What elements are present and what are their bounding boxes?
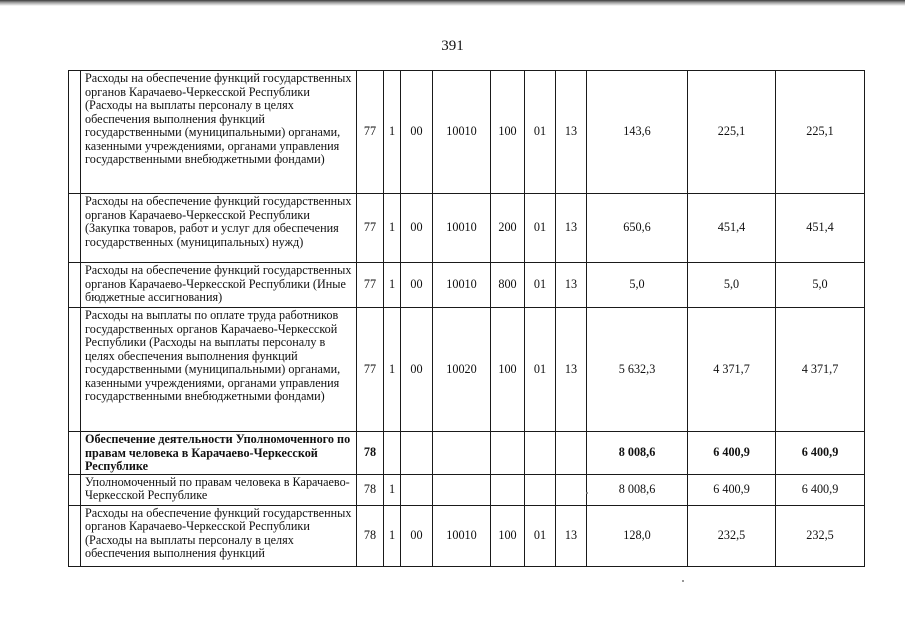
table-row — [69, 505, 865, 566]
table-row — [69, 194, 865, 263]
code-prg-cell: 1 — [384, 474, 401, 505]
sum-2020-cell: 650,6 — [587, 194, 688, 263]
code-pp-cell — [401, 432, 433, 475]
row-name-cell: Обеспечение деятельности Уполномоченного по правам человека в Карачаево-Черкесской Республике — [81, 432, 357, 475]
row-index-cell — [69, 71, 81, 194]
code-ved-cell: 77 — [357, 71, 384, 194]
page-number: 391 — [441, 38, 464, 54]
sum-2021-cell: 232,5 — [688, 505, 776, 566]
code-ved-cell: 77 — [357, 308, 384, 432]
code-pr-cell: 13 — [556, 308, 587, 432]
table-row — [69, 308, 865, 432]
code-prg-cell: 1 — [384, 263, 401, 308]
code-vr-cell — [491, 432, 525, 475]
code-ce-cell: 10020 — [433, 308, 491, 432]
code-prg-cell — [384, 432, 401, 475]
table-row — [69, 263, 865, 308]
code-ce-cell: 10010 — [433, 505, 491, 566]
code-prg-cell: 1 — [384, 308, 401, 432]
code-pp-cell: 00 — [401, 71, 433, 194]
code-pr-cell: 13 — [556, 71, 587, 194]
row-index-cell — [69, 194, 81, 263]
row-name-cell: Расходы на обеспечение функций государственных органов Карачаево-Черкесской Республики (Закупка товаров, работ и услуг для обеспечения государственных (муниципальных) нужд) — [81, 194, 357, 263]
code-rz-cell: 01 — [525, 308, 556, 432]
sum-2021-cell: 6 400,9 — [688, 474, 776, 505]
code-pr-cell — [556, 474, 587, 505]
sum-2021-cell: 225,1 — [688, 71, 776, 194]
row-index-cell — [69, 308, 81, 432]
row-name-cell: Уполномоченный по правам человека в Карачаево-Черкесской Республике — [81, 474, 357, 505]
row-name-cell: Расходы на обеспечение функций государственных органов Карачаево-Черкесской Республики (Расходы на выплаты персоналу в целях обеспечения выполнения функций — [81, 505, 357, 566]
code-vr-cell — [491, 474, 525, 505]
row-index-cell — [69, 474, 81, 505]
sum-2020-cell: 8 008,6 — [587, 474, 688, 505]
table-body — [69, 71, 865, 567]
code-ce-cell — [433, 432, 491, 475]
code-vr-cell: 100 — [491, 505, 525, 566]
scan-edge-shadow — [0, 0, 905, 6]
row-index-cell — [69, 505, 81, 566]
code-ce-cell: 10010 — [433, 263, 491, 308]
code-rz-cell — [525, 474, 556, 505]
sum-2022-cell: 6 400,9 — [776, 432, 865, 475]
row-name-cell: Расходы на обеспечение функций государственных органов Карачаево-Черкесской Республики (Иные бюджетные ассигнования) — [81, 263, 357, 308]
sum-2022-cell: 225,1 — [776, 71, 865, 194]
sum-2022-cell: 6 400,9 — [776, 474, 865, 505]
row-index-cell — [69, 432, 81, 475]
sum-2022-cell: 4 371,7 — [776, 308, 865, 432]
code-ved-cell: 78 — [357, 432, 384, 475]
table-row — [69, 474, 865, 505]
code-rz-cell: 01 — [525, 505, 556, 566]
code-vr-cell: 800 — [491, 263, 525, 308]
code-ved-cell: 78 — [357, 505, 384, 566]
sum-2021-cell: 4 371,7 — [688, 308, 776, 432]
code-ved-cell: 77 — [357, 194, 384, 263]
code-ce-cell — [433, 474, 491, 505]
code-pr-cell — [556, 432, 587, 475]
code-rz-cell: 01 — [525, 263, 556, 308]
budget-table — [68, 70, 865, 567]
code-rz-cell — [525, 432, 556, 475]
code-vr-cell: 100 — [491, 308, 525, 432]
code-ved-cell: 78 — [357, 474, 384, 505]
sum-2021-cell: 6 400,9 — [688, 432, 776, 475]
scan-speck — [682, 580, 684, 582]
code-pp-cell: 00 — [401, 194, 433, 263]
code-pp-cell: 00 — [401, 505, 433, 566]
table-row — [69, 432, 865, 475]
code-pr-cell: 13 — [556, 505, 587, 566]
row-name-cell: Расходы на обеспечение функций государственных органов Карачаево-Черкесской Республики (Расходы на выплаты персоналу в целях обеспечения выполнения функций государственными (муниципальными) органами, казенными учреждениями, органами управления государственными внебюджетными фондами) — [81, 71, 357, 194]
code-rz-cell: 01 — [525, 194, 556, 263]
row-index-cell — [69, 263, 81, 308]
code-pr-cell: 13 — [556, 194, 587, 263]
sum-2020-cell: 8 008,6 — [587, 432, 688, 475]
row-name-cell: Расходы на выплаты по оплате труда работников государственных органов Карачаево-Черкесской Республики (Расходы на выплаты персоналу в целях обеспечения выполнения функций государственными (муниципальными) органами, казенными учреждениями, органами управления государственными внебюджетными фондами) — [81, 308, 357, 432]
sum-2020-cell: 128,0 — [587, 505, 688, 566]
sum-2021-cell: 451,4 — [688, 194, 776, 263]
sum-2022-cell: 5,0 — [776, 263, 865, 308]
code-ved-cell: 77 — [357, 263, 384, 308]
sum-2020-cell: 5 632,3 — [587, 308, 688, 432]
code-pp-cell: 00 — [401, 263, 433, 308]
code-pp-cell — [401, 474, 433, 505]
sum-2021-cell: 5,0 — [688, 263, 776, 308]
sum-2022-cell: 232,5 — [776, 505, 865, 566]
code-prg-cell: 1 — [384, 505, 401, 566]
code-prg-cell: 1 — [384, 194, 401, 263]
code-pp-cell: 00 — [401, 308, 433, 432]
code-vr-cell: 200 — [491, 194, 525, 263]
code-prg-cell: 1 — [384, 71, 401, 194]
sum-2020-cell: 143,6 — [587, 71, 688, 194]
code-vr-cell: 100 — [491, 71, 525, 194]
sum-2020-cell: 5,0 — [587, 263, 688, 308]
code-rz-cell: 01 — [525, 71, 556, 194]
scan-speck — [586, 492, 588, 494]
code-ce-cell: 10010 — [433, 194, 491, 263]
code-ce-cell: 10010 — [433, 71, 491, 194]
table-row — [69, 71, 865, 194]
code-pr-cell: 13 — [556, 263, 587, 308]
sum-2022-cell: 451,4 — [776, 194, 865, 263]
